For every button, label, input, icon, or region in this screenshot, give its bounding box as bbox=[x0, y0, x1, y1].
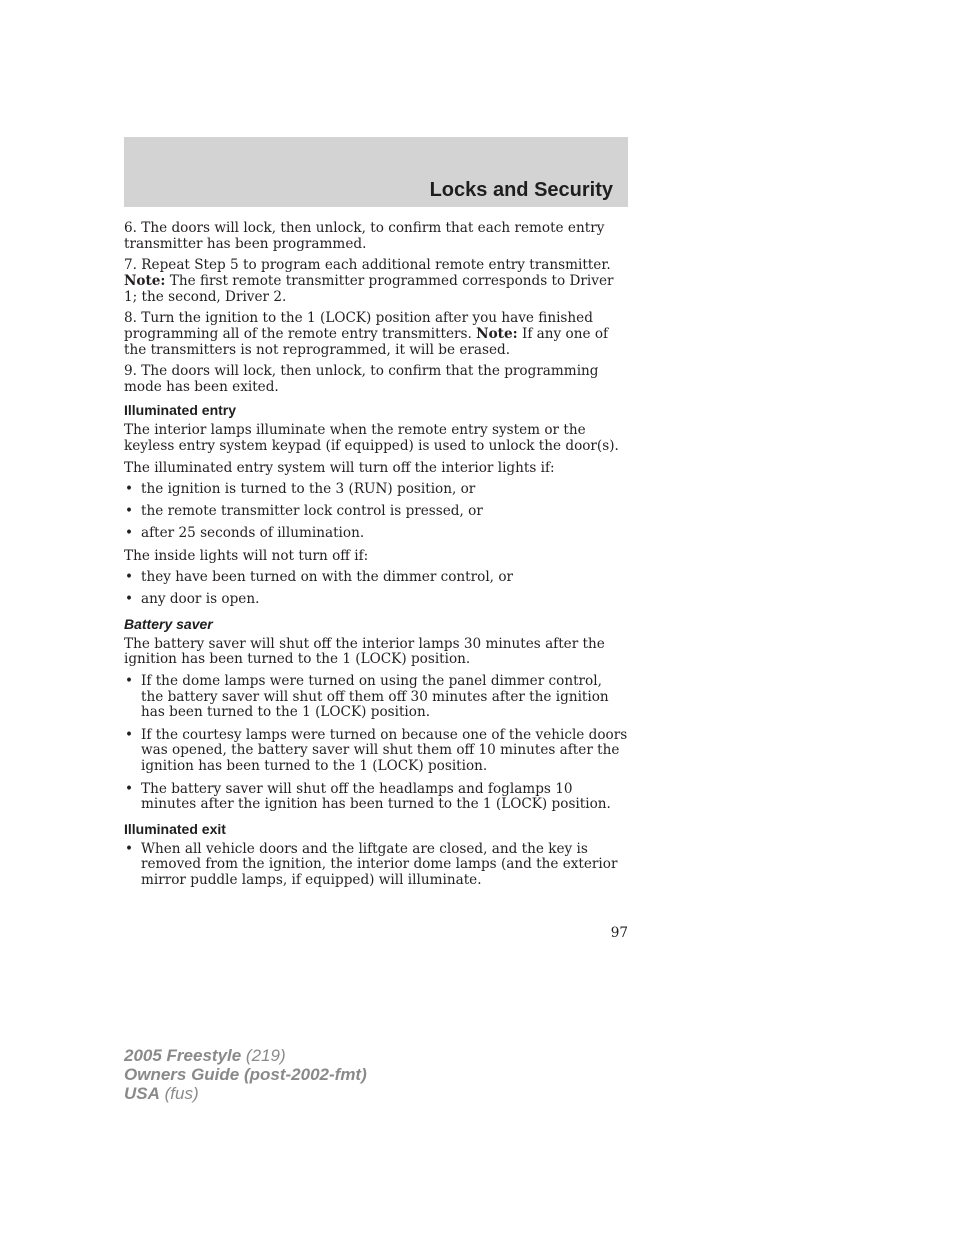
not-turn-off-list bbox=[124, 570, 628, 608]
footer-line-guide bbox=[124, 1065, 367, 1084]
illuminated-entry-intro: The interior lamps illuminate when the remote entry system or the keyless entry system keypad (if equipped) is used to unlock the door(s). bbox=[124, 422, 619, 455]
document-footer bbox=[124, 1046, 367, 1103]
step-7 bbox=[124, 258, 628, 305]
list-item-text: after 25 seconds of illumination. bbox=[141, 525, 365, 542]
bullet-icon: • bbox=[125, 726, 134, 743]
note-label: Note: bbox=[476, 325, 518, 342]
illuminated-exit-heading: Illuminated exit bbox=[124, 820, 226, 837]
page-number: 97 bbox=[610, 925, 628, 941]
list-item-text: If the courtesy lamps were turned on because one of the vehicle doors was opened, the battery saver will shut them off 10 minutes after the ignition has been turned to the 1 (LOCK) position. bbox=[141, 726, 628, 775]
list-item-text: the remote transmitter lock control is pressed, or bbox=[141, 503, 483, 520]
list-item bbox=[124, 482, 628, 498]
list-item-text: If the dome lamps were turned on using the panel dimmer control, the battery saver will shut off them off 30 minutes after the ignition has been turned to the 1 (LOCK) position. bbox=[141, 672, 609, 721]
battery-saver-intro: The battery saver will shut off the interior lamps 30 minutes after the ignition has been turned to the 1 (LOCK) position. bbox=[124, 635, 605, 668]
list-item bbox=[124, 782, 628, 814]
bullet-icon: • bbox=[125, 780, 134, 797]
bullet-icon: • bbox=[125, 840, 134, 857]
illuminated-entry-heading: Illuminated entry bbox=[124, 402, 237, 419]
list-item bbox=[124, 728, 628, 775]
page-content bbox=[124, 221, 628, 896]
step-8-text: 8. Turn the ignition to the 1 (LOCK) position after you have finished programming all of the remote entry transmitters. bbox=[124, 309, 593, 342]
list-item-text: the ignition is turned to the 3 (RUN) position, or bbox=[141, 480, 476, 497]
list-item-text: they have been turned on with the dimmer control, or bbox=[141, 569, 514, 586]
list-item-text: When all vehicle doors and the liftgate are closed, and the key is removed from the ignition, the interior dome lamps (and the exterior mirror puddle lamps, if equipped) will illuminate. bbox=[141, 840, 618, 889]
footer-line-market bbox=[124, 1084, 367, 1103]
step-6: 6. The doors will lock, then unlock, to confirm that each remote entry transmitter has been programmed. bbox=[124, 220, 605, 252]
turn-off-list bbox=[124, 482, 628, 542]
list-item bbox=[124, 842, 628, 889]
footer-market-code: (fus) bbox=[159, 1084, 199, 1103]
list-item bbox=[124, 592, 628, 608]
footer-line-model bbox=[124, 1046, 367, 1065]
list-item bbox=[124, 504, 628, 520]
bullet-icon: • bbox=[125, 503, 134, 520]
list-item bbox=[124, 674, 628, 721]
battery-saver-list bbox=[124, 674, 628, 813]
battery-saver-heading: Battery saver bbox=[124, 615, 213, 632]
bullet-icon: • bbox=[125, 672, 134, 689]
list-item-text: any door is open. bbox=[141, 591, 260, 608]
step-7-text: 7. Repeat Step 5 to program each additional remote entry transmitter. bbox=[124, 257, 611, 274]
section-title: Locks and Security bbox=[429, 179, 613, 201]
not-turn-off-intro: The inside lights will not turn off if: bbox=[124, 547, 369, 564]
step-8 bbox=[124, 311, 628, 358]
bullet-icon: • bbox=[125, 525, 134, 542]
step-7-note: The first remote transmitter programmed corresponds to Driver 1; the second, Driver 2. bbox=[124, 272, 614, 305]
footer-model-code: (219) bbox=[241, 1046, 286, 1065]
list-item bbox=[124, 526, 628, 542]
footer-model: 2005 Freestyle bbox=[124, 1046, 242, 1065]
footer-guide: Owners Guide (post-2002-fmt) bbox=[124, 1065, 367, 1084]
list-item bbox=[124, 570, 628, 586]
list-item-text: The battery saver will shut off the headlamps and foglamps 10 minutes after the ignition has been turned to the 1 (LOCK) position. bbox=[141, 780, 611, 813]
step-8-note: If any one of the transmitters is not reprogrammed, it will be erased. bbox=[124, 325, 609, 358]
footer-market: USA bbox=[124, 1084, 160, 1103]
illuminated-exit-list bbox=[124, 842, 628, 889]
step-9: 9. The doors will lock, then unlock, to confirm that the programming mode has been exited. bbox=[124, 362, 599, 395]
bullet-icon: • bbox=[125, 480, 134, 497]
note-label: Note: bbox=[124, 272, 166, 289]
bullet-icon: • bbox=[125, 591, 134, 608]
bullet-icon: • bbox=[125, 569, 134, 586]
section-header-band bbox=[124, 137, 628, 207]
turn-off-intro: The illuminated entry system will turn off the interior lights if: bbox=[124, 459, 555, 476]
